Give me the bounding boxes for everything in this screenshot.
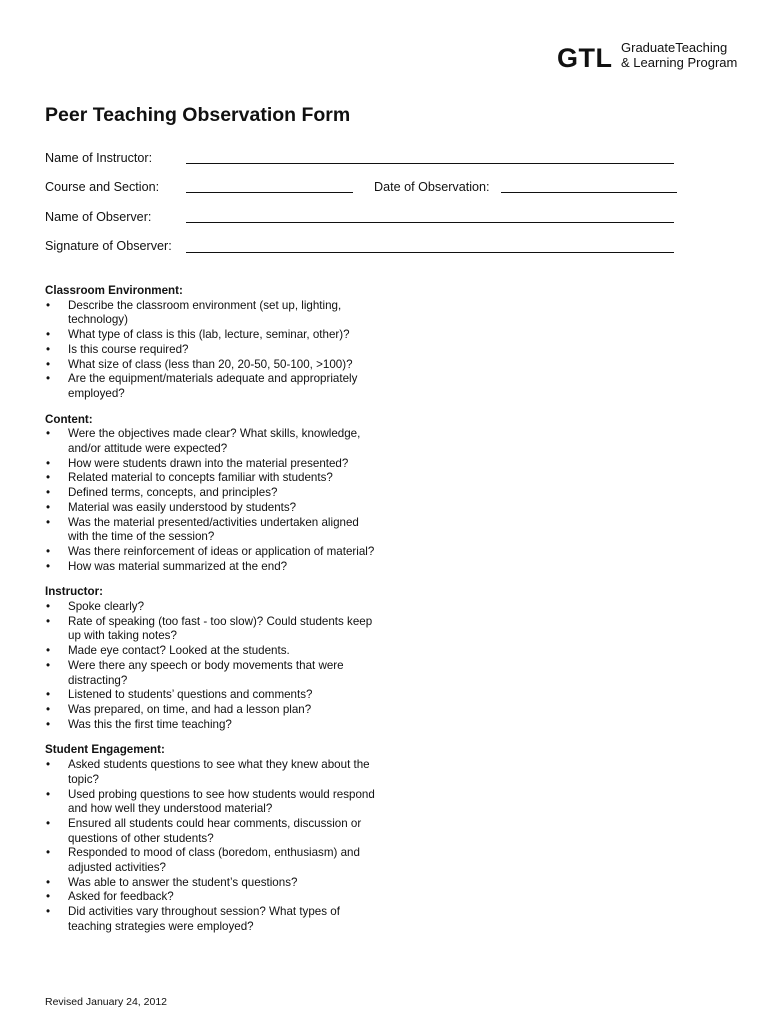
question-text: Were there any speech or body movements that were distracting? [68, 658, 344, 687]
list-item [45, 788, 375, 817]
section-student-engagement [45, 743, 375, 934]
question-text: Did activities vary throughout session? What types of teaching strategies were employed? [68, 905, 340, 933]
question-text: Asked for feedback? [68, 890, 174, 904]
question-text: Are the equipment/materials adequate and appropriately employed? [68, 372, 358, 400]
course-label: Course and Section: [45, 180, 160, 194]
bullet-icon: • [46, 658, 51, 672]
observer-field[interactable] [186, 222, 674, 223]
section-content [45, 413, 375, 575]
question-text: Made eye contact? Looked at the students. [68, 644, 290, 658]
list-item [45, 372, 375, 401]
bullet-icon: • [46, 702, 51, 716]
list-item [45, 718, 375, 733]
question-list [45, 600, 375, 732]
question-text: Asked students questions to see what they knew about the topic? [68, 758, 370, 786]
bullet-icon: • [46, 427, 51, 441]
question-text: Was this the first time teaching? [68, 717, 232, 731]
bullet-icon: • [46, 544, 51, 558]
list-item [45, 846, 375, 875]
bullet-icon: • [46, 846, 51, 860]
bullet-icon: • [46, 372, 51, 386]
bullet-icon: • [46, 471, 51, 485]
list-item [45, 486, 375, 501]
signature-label: Signature of Observer: [45, 239, 172, 253]
question-text: Were the objectives made clear? What skills, knowledge, and/or attitude were expected? [68, 427, 361, 456]
list-item [45, 343, 375, 358]
list-item [45, 299, 375, 328]
list-item [45, 560, 375, 575]
list-item [45, 659, 375, 688]
list-item [45, 600, 375, 615]
signature-field[interactable] [186, 252, 674, 253]
list-item [45, 501, 375, 516]
bullet-icon: • [46, 342, 51, 356]
bullet-icon: • [46, 298, 51, 312]
bullet-icon: • [46, 758, 51, 772]
question-text: Spoke clearly? [68, 600, 145, 614]
list-item [45, 817, 375, 846]
section-title: Content: [45, 412, 93, 426]
question-text: Material was easily understood by students? [68, 500, 297, 514]
list-item [45, 545, 375, 560]
list-item [45, 516, 375, 545]
section-title: Classroom Environment: [45, 284, 183, 297]
bullet-icon: • [46, 890, 51, 904]
list-item [45, 876, 375, 891]
question-text: What type of class is this (lab, lecture, seminar, other)? [68, 328, 350, 342]
bullet-icon: • [46, 559, 51, 573]
bullet-icon: • [46, 875, 51, 889]
list-item [45, 688, 375, 703]
date-field[interactable] [501, 192, 677, 193]
bullet-icon: • [46, 486, 51, 500]
bullet-icon: • [46, 328, 51, 342]
question-text: Was the material presented/activities undertaken aligned with the time of the session? [68, 515, 359, 544]
question-list [45, 758, 375, 934]
bullet-icon: • [46, 500, 51, 514]
date-label: Date of Observation: [374, 180, 490, 194]
section-title: Student Engagement: [45, 743, 165, 757]
instructor-label: Name of Instructor: [45, 151, 153, 165]
logo-line-2: & Learning Program [621, 55, 738, 70]
question-text: Rate of speaking (too fast - too slow)? Could students keep up with taking notes? [68, 614, 373, 643]
question-list [45, 427, 375, 574]
list-item [45, 471, 375, 486]
bullet-icon: • [46, 787, 51, 801]
section-title: Instructor: [45, 585, 103, 599]
section-classroom-environment [45, 284, 375, 402]
list-item [45, 703, 375, 718]
logo-line-1: GraduateTeaching [621, 40, 728, 55]
question-text: Used probing questions to see how students would respond and how well they understood material? [68, 787, 375, 816]
bullet-icon: • [46, 905, 51, 919]
bullet-icon: • [46, 644, 51, 658]
question-text: Describe the classroom environment (set up, lighting, technology) [68, 298, 342, 327]
list-item [45, 905, 375, 934]
question-text: Was able to answer the student’s questions? [68, 875, 298, 889]
list-item [45, 758, 375, 787]
logo-text [621, 40, 737, 70]
question-text: How were students drawn into the material presented? [68, 456, 349, 470]
question-text: Was there reinforcement of ideas or application of material? [68, 544, 375, 558]
bullet-icon: • [46, 600, 51, 614]
list-item [45, 358, 375, 373]
list-item [45, 457, 375, 472]
form-title: Peer Teaching Observation Form [45, 104, 351, 126]
list-item [45, 427, 375, 456]
question-text: Defined terms, concepts, and principles? [68, 486, 278, 500]
question-text: Responded to mood of class (boredom, enthusiasm) and adjusted activities? [68, 846, 360, 875]
logo-mark: GTL [557, 43, 613, 73]
question-text: What size of class (less than 20, 20-50, 50-100, >100)? [68, 357, 353, 371]
section-instructor [45, 585, 375, 732]
revision-date: Revised January 24, 2012 [45, 996, 167, 1008]
bullet-icon: • [46, 357, 51, 371]
bullet-icon: • [46, 614, 51, 628]
list-item [45, 644, 375, 659]
instructor-field[interactable] [186, 163, 674, 164]
list-item [45, 615, 375, 644]
bullet-icon: • [46, 717, 51, 731]
list-item [45, 328, 375, 343]
question-text: Listened to students’ questions and comments? [68, 688, 313, 702]
question-text: How was material summarized at the end? [68, 559, 288, 573]
bullet-icon: • [46, 688, 51, 702]
question-text: Related material to concepts familiar with students? [68, 471, 333, 485]
list-item [45, 890, 375, 905]
question-text: Is this course required? [68, 342, 189, 356]
observation-questions [45, 284, 375, 946]
question-text: Ensured all students could hear comments, discussion or questions of other students? [68, 816, 362, 845]
bullet-icon: • [46, 515, 51, 529]
bullet-icon: • [46, 816, 51, 830]
bullet-icon: • [46, 456, 51, 470]
question-text: Was prepared, on time, and had a lesson plan? [68, 702, 312, 716]
course-field[interactable] [186, 192, 353, 193]
question-list [45, 299, 375, 402]
observer-label: Name of Observer: [45, 210, 152, 224]
